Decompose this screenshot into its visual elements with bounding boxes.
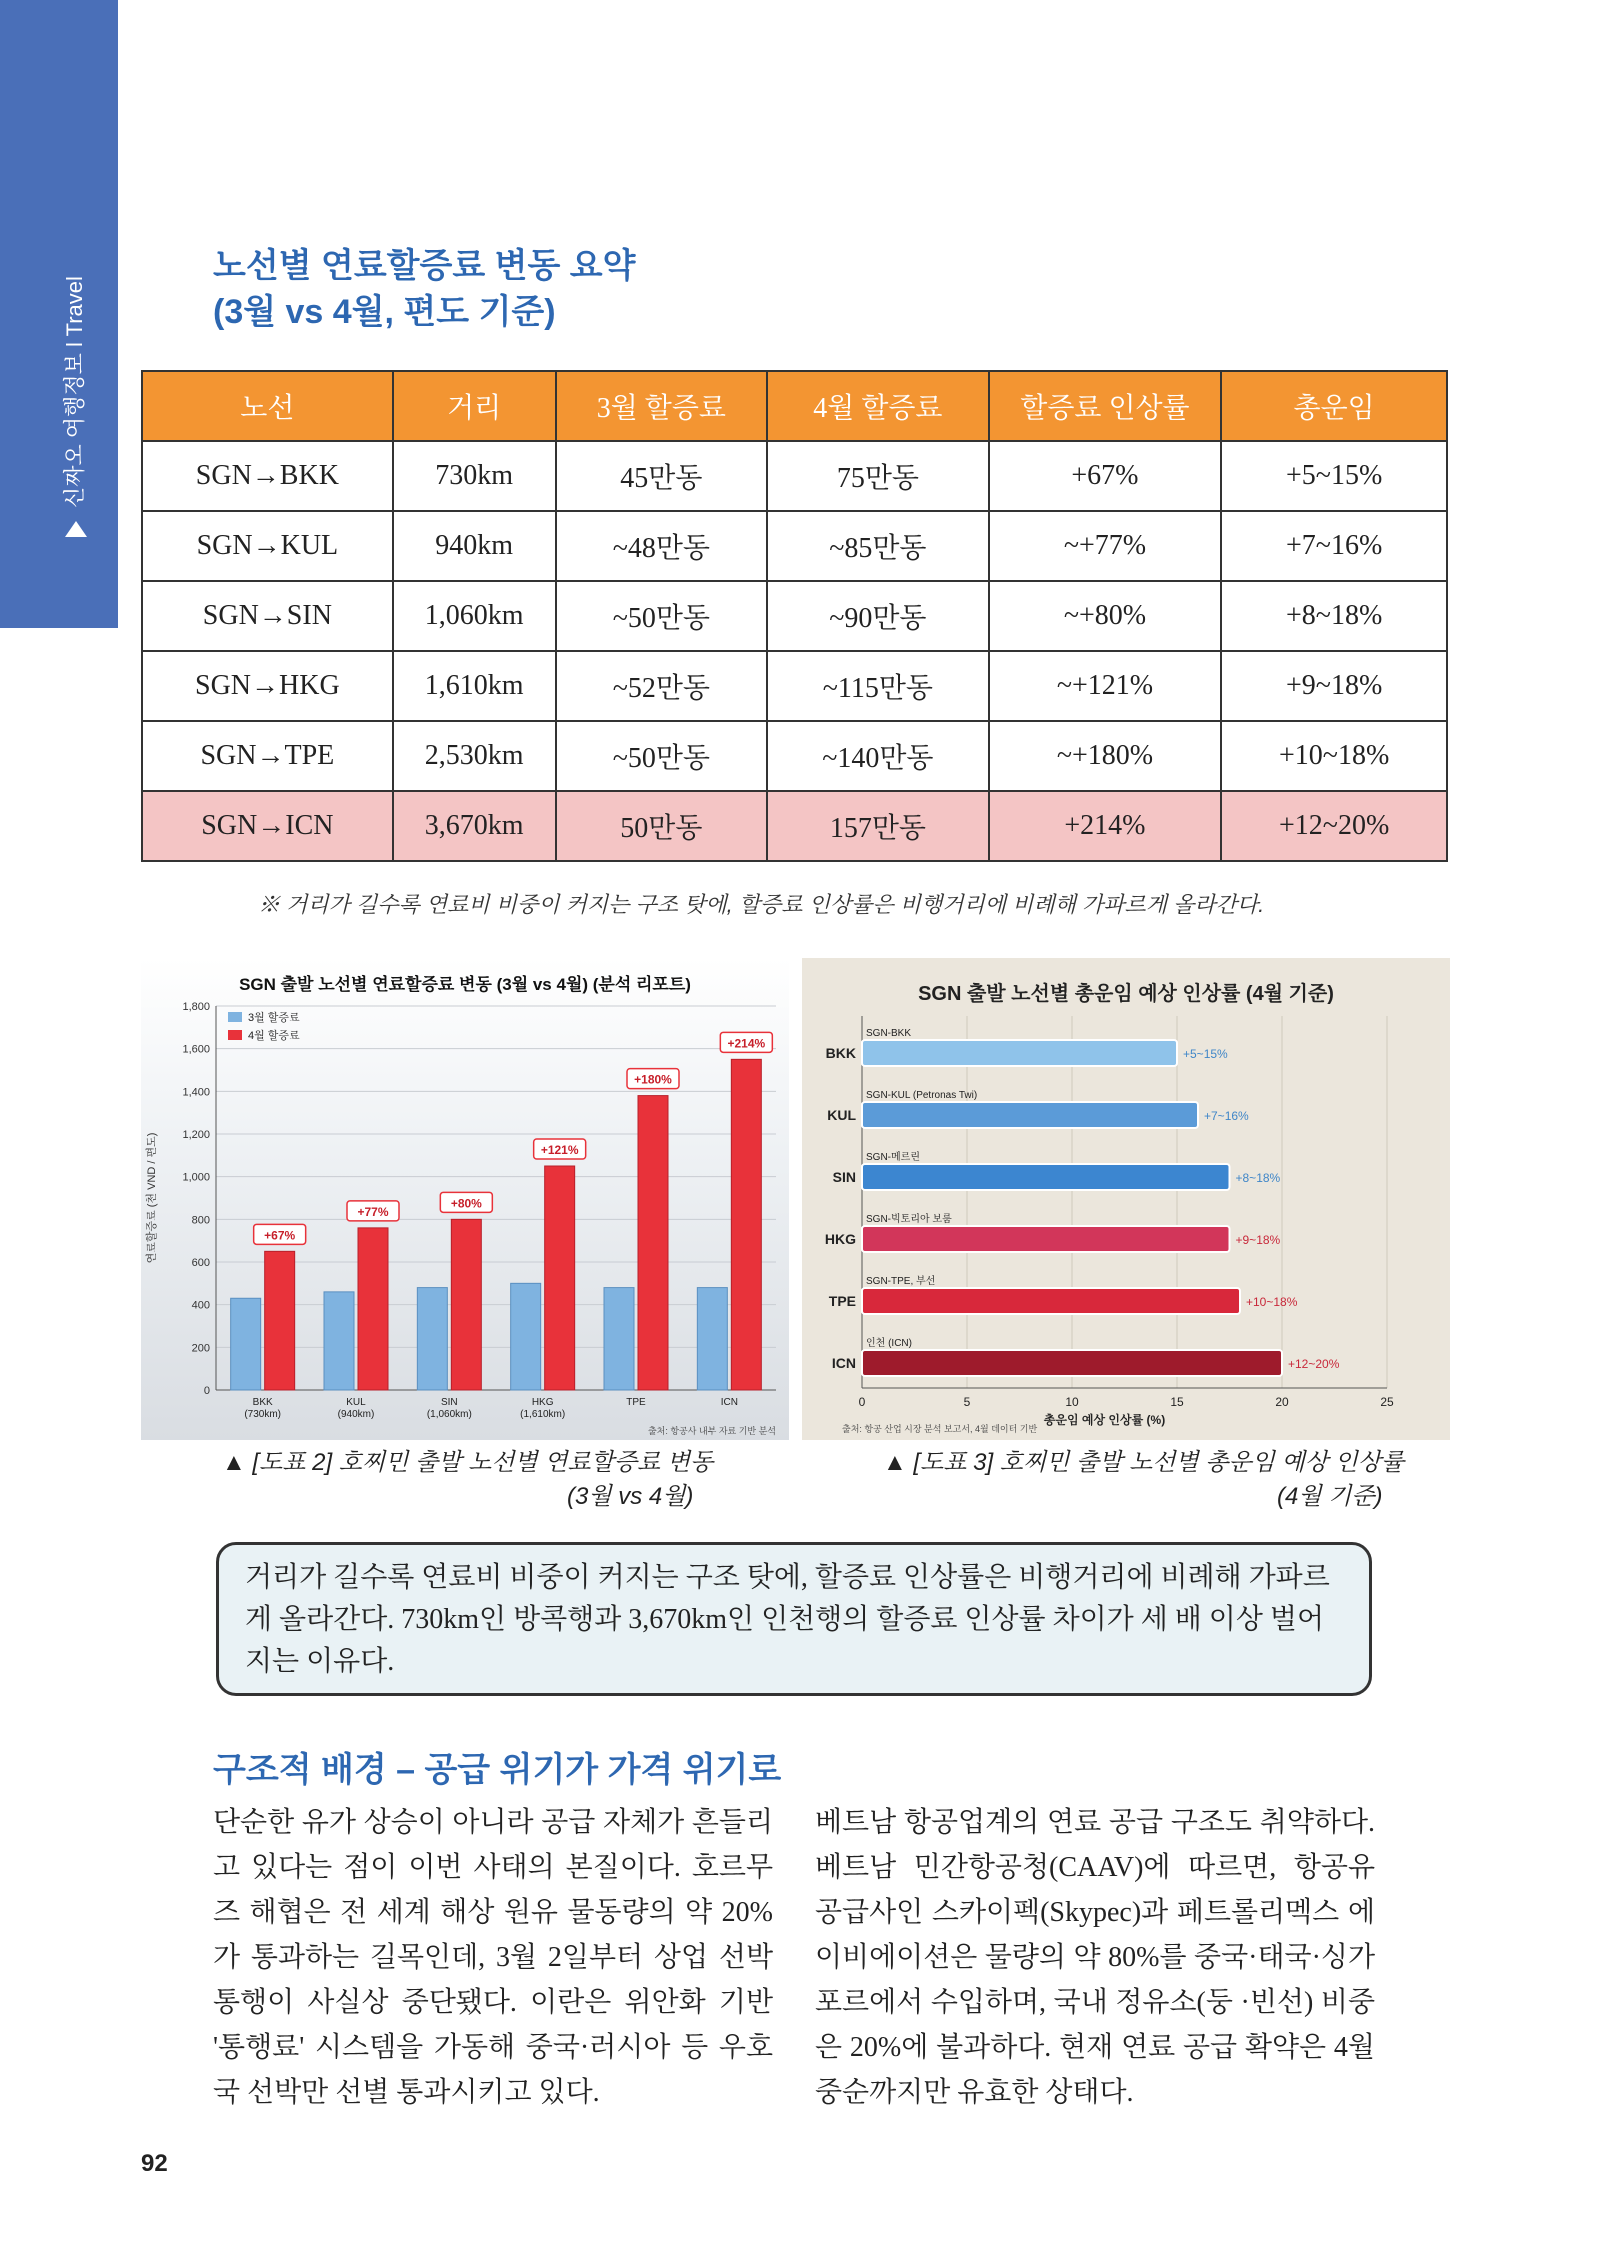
- legend-swatch: [228, 1012, 242, 1022]
- table-cell: ~+80%: [989, 581, 1222, 651]
- table-row: [142, 441, 1447, 511]
- table-cell: SGN→SIN: [142, 581, 393, 651]
- table-row: [142, 511, 1447, 581]
- data-label: +9~18%: [1235, 1233, 1281, 1247]
- data-label: +7~16%: [1204, 1109, 1249, 1123]
- y-tick-label: 1,200: [182, 1129, 210, 1141]
- bar-march: [697, 1288, 727, 1390]
- table-row: [142, 721, 1447, 791]
- table-cell: 75만동: [767, 441, 989, 511]
- data-label: +67%: [264, 1228, 296, 1243]
- section-title-line1: 노선별 연료할증료 변동 요약: [213, 247, 636, 285]
- table-cell: ~+121%: [989, 651, 1222, 721]
- x-tick-label: 10: [1065, 1395, 1079, 1409]
- body-column-left: 단순한 유가 상승이 아니라 공급 자체가 흔들리고 있다는 점이 이번 사태의 본질이다. 호르무즈 해협은 전 세계 해상 원유 물동량의 약 20%가 통과하는 길목인데, 3월 2일부터 상업 선박 통행이 사실상 중단됐다. 이란은 위안화 기반 '통행료' 시스템을 가동해 중국·러시아 등 우호국 선박만 선별 통과시키고 있다.: [213, 1807, 773, 2108]
- bar-title: SGN-메르린: [866, 1152, 920, 1163]
- y-tick-label: 1,000: [182, 1171, 210, 1184]
- bar-title: 인천 (ICN): [866, 1338, 912, 1349]
- x-tick-label: HKG: [531, 1397, 554, 1408]
- section2-title: 구조적 배경 – 공급 위기가 가격 위기로: [213, 1751, 782, 1789]
- x-tick-label: TPE: [626, 1397, 646, 1408]
- col-header-fare: 총운임: [1221, 371, 1447, 441]
- x-tick-label: (1,610km): [520, 1409, 566, 1420]
- table-cell: SGN→TPE: [142, 721, 393, 791]
- chart-source: 출처: 항공 산업 시장 분석 보고서, 4월 데이터 기반: [842, 1424, 1038, 1434]
- bar-title: SGN-BKK: [866, 1028, 912, 1039]
- chart-caption-right-sub: (4월 기준): [1277, 1483, 1383, 1510]
- y-tick-label: 1,600: [182, 1043, 210, 1056]
- y-tick-label: BKK: [825, 1045, 856, 1061]
- table-cell: ~85만동: [767, 511, 989, 581]
- x-tick-label: (730km): [244, 1409, 282, 1420]
- bar-march: [231, 1298, 261, 1390]
- y-tick-label: KUL: [827, 1107, 856, 1123]
- bar-april: [451, 1219, 481, 1390]
- col-header-march: 3월 할증료: [556, 371, 768, 441]
- table-row: [142, 581, 1447, 651]
- section-tab-label: [58, 276, 89, 540]
- fare-increase-chart-panel: [802, 958, 1450, 1440]
- table-cell: ~90만동: [767, 581, 989, 651]
- body-column-right: 베트남 항공업계의 연료 공급 구조도 취약하다. 베트남 민간항공청(CAAV)에 따르면, 항공유 공급사인 스카이펙(Skypec)과 페트롤리멕스 에이비에이션은 물량의 약 80%를 중국·태국·싱가포르에서 수입하며, 국내 정유소(둥 ·빈선) 비중은 20%에 불과하다. 현재 연료 공급 확약은 4월 중순까지만 유효한 상태다.: [815, 1807, 1375, 2108]
- x-axis-label: 총운임 예상 인상률 (%): [1043, 1413, 1166, 1427]
- chart-title: SGN 출발 노선별 연료할증료 변동 (3월 vs 4월) (분석 리포트): [239, 975, 691, 994]
- x-tick-label: 5: [963, 1395, 971, 1409]
- table-cell: +9~18%: [1221, 651, 1447, 721]
- table-cell: 3,670km: [393, 791, 556, 861]
- data-label: +80%: [450, 1196, 482, 1211]
- table-cell: 1,610km: [393, 651, 556, 721]
- data-label: +8~18%: [1235, 1171, 1281, 1185]
- bar-title: SGN-KUL (Petronas Twi): [866, 1090, 978, 1101]
- data-label: +180%: [634, 1072, 672, 1087]
- y-tick-label: 800: [191, 1214, 210, 1227]
- bar-march: [604, 1288, 634, 1390]
- table-cell: ~140만동: [767, 721, 989, 791]
- x-tick-label: ICN: [720, 1397, 738, 1408]
- col-header-route: 노선: [142, 371, 393, 441]
- table-cell: 1,060km: [393, 581, 556, 651]
- section-tab-text: 신짜오 여행정보 l Travel: [62, 276, 87, 508]
- x-tick-label: KUL: [346, 1397, 366, 1408]
- fuel-surcharge-chart-panel: [141, 958, 789, 1440]
- table-row-highlighted: [142, 791, 1447, 861]
- chart-caption-left: ▲ [도표 2] 호찌민 출발 노선별 연료할증료 변동: [222, 1449, 714, 1476]
- section-title-line2: (3월 vs 4월, 편도 기준): [213, 293, 556, 331]
- page-number: 92: [141, 2150, 168, 2177]
- table-cell: +8~18%: [1221, 581, 1447, 651]
- table-cell: ~50만동: [556, 581, 768, 651]
- fuel-surcharge-chart: [141, 958, 789, 1440]
- data-label: +121%: [540, 1143, 579, 1157]
- x-tick-label: (940km): [337, 1409, 375, 1420]
- summary-callout: 거리가 길수록 연료비 비중이 커지는 구조 탓에, 할증료 인상률은 비행거리에 비례해 가파르게 올라간다. 730km인 방콕행과 3,670km인 인천행의 할증료 인상률 차이가 세 배 이상 벌어지는 이유다.: [216, 1542, 1372, 1696]
- table-cell: 157만동: [767, 791, 989, 861]
- x-tick-label: 15: [1170, 1395, 1184, 1409]
- table-cell: 940km: [393, 511, 556, 581]
- x-tick-label: 25: [1380, 1395, 1394, 1409]
- x-tick-label: 20: [1275, 1395, 1289, 1409]
- table-cell: ~50만동: [556, 721, 768, 791]
- table-cell: 2,530km: [393, 721, 556, 791]
- bar: [862, 1226, 1230, 1252]
- x-tick-label: SIN: [440, 1397, 458, 1408]
- y-tick-label: ICN: [831, 1355, 856, 1371]
- bar-march: [324, 1292, 354, 1390]
- legend-label: 3월 할증료: [248, 1012, 300, 1024]
- table-cell: SGN→ICN: [142, 791, 393, 861]
- mountain-icon: [65, 521, 87, 537]
- table-cell: 45만동: [556, 441, 768, 511]
- data-label: +5~15%: [1183, 1047, 1228, 1061]
- bar: [862, 1350, 1282, 1376]
- bar: [862, 1040, 1177, 1066]
- fare-increase-chart: [802, 958, 1450, 1440]
- table-cell: 730km: [393, 441, 556, 511]
- data-label: +12~20%: [1288, 1357, 1340, 1371]
- bar: [862, 1102, 1198, 1128]
- y-tick-label: HKG: [824, 1231, 856, 1247]
- bar-title: SGN-빅토리아 보룸: [866, 1214, 952, 1225]
- y-tick-label: 0: [203, 1385, 210, 1397]
- table-row: [142, 651, 1447, 721]
- col-header-distance: 거리: [393, 371, 556, 441]
- table-cell: ~+180%: [989, 721, 1222, 791]
- y-axis-label: 연료할증료 (천 VND / 편도): [146, 1132, 158, 1264]
- section-tab: [0, 0, 118, 628]
- bar-april: [545, 1166, 575, 1390]
- table-cell: SGN→HKG: [142, 651, 393, 721]
- table-cell: ~+77%: [989, 511, 1222, 581]
- table-cell: SGN→BKK: [142, 441, 393, 511]
- chart-title: SGN 출발 노선별 총운임 예상 인상률 (4월 기준): [918, 983, 1334, 1005]
- x-tick-label: 0: [858, 1395, 866, 1409]
- data-label: +10~18%: [1246, 1295, 1298, 1309]
- table-cell: ~52만동: [556, 651, 768, 721]
- legend-label: 4월 할증료: [248, 1030, 300, 1042]
- bar-april: [731, 1059, 761, 1390]
- y-tick-label: 600: [191, 1257, 210, 1269]
- table-cell: +12~20%: [1221, 791, 1447, 861]
- table-footnote: ※ 거리가 길수록 연료비 비중이 커지는 구조 탓에, 할증료 인상률은 비행거리에 비례해 가파르게 올라간다.: [258, 892, 1265, 917]
- bar: [862, 1164, 1230, 1190]
- table-cell: +7~16%: [1221, 511, 1447, 581]
- bar-title: SGN-TPE, 부선: [866, 1276, 936, 1287]
- table-cell: SGN→KUL: [142, 511, 393, 581]
- table-cell: +214%: [989, 791, 1222, 861]
- chart-source: 출처: 항공사 내부 자료 기반 분석: [647, 1426, 776, 1436]
- bar-april: [265, 1251, 295, 1390]
- table-cell: 50만동: [556, 791, 768, 861]
- bar: [862, 1288, 1240, 1314]
- y-tick-label: 200: [191, 1342, 210, 1355]
- col-header-april: 4월 할증료: [767, 371, 989, 441]
- bar-april: [638, 1096, 668, 1390]
- table-cell: ~48만동: [556, 511, 768, 581]
- data-label: +214%: [727, 1036, 766, 1051]
- y-tick-label: TPE: [828, 1293, 856, 1309]
- x-tick-label: (1,060km): [426, 1409, 472, 1420]
- table-header-row: [142, 371, 1447, 441]
- y-tick-label: SIN: [832, 1169, 856, 1185]
- legend-swatch: [228, 1030, 242, 1040]
- table-cell: ~115만동: [767, 651, 989, 721]
- table-cell: +67%: [989, 441, 1222, 511]
- chart-caption-left-sub: (3월 vs 4월): [567, 1483, 694, 1510]
- table-cell: +10~18%: [1221, 721, 1447, 791]
- col-header-increase: 할증료 인상률: [989, 371, 1222, 441]
- bar-april: [358, 1228, 388, 1390]
- bar-march: [511, 1283, 541, 1390]
- y-tick-label: 1,800: [182, 1001, 210, 1013]
- y-tick-label: 1,400: [182, 1086, 210, 1099]
- bar-march: [417, 1288, 447, 1390]
- chart-caption-right: ▲ [도표 3] 호찌민 출발 노선별 총운임 예상 인상률: [883, 1449, 1405, 1476]
- y-tick-label: 400: [191, 1299, 210, 1312]
- table-cell: +5~15%: [1221, 441, 1447, 511]
- surcharge-table: [141, 370, 1448, 862]
- x-tick-label: BKK: [252, 1397, 273, 1408]
- data-label: +77%: [357, 1204, 389, 1219]
